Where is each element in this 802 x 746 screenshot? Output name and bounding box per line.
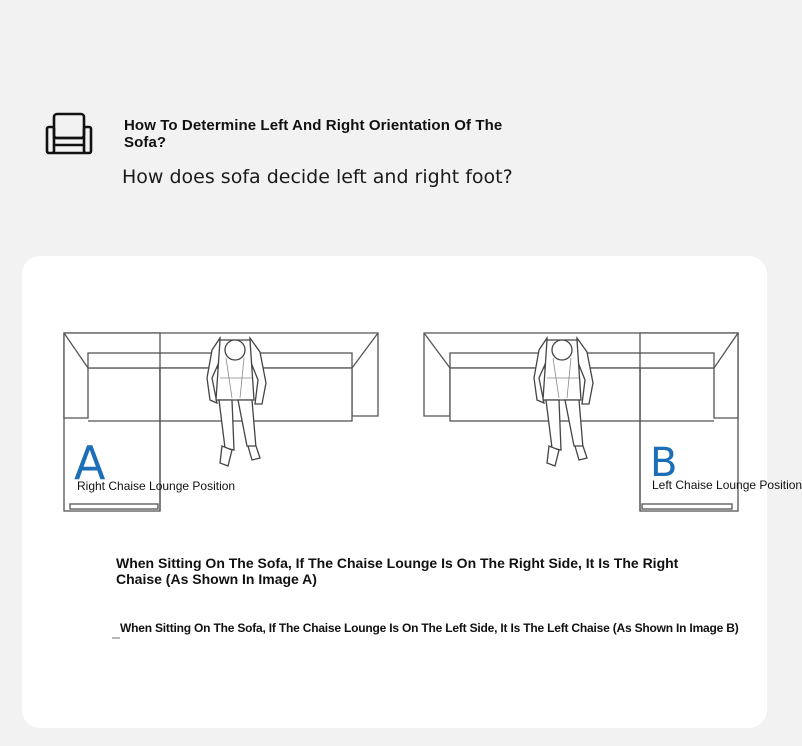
page-subtitle: How does sofa decide left and right foot? bbox=[122, 166, 513, 188]
left-chaise-description: When Sitting On The Sofa, If The Chaise Lounge Is On The Left Side, It Is The Left Chaise (As Shown In Image B) bbox=[120, 621, 739, 635]
armchair-icon bbox=[44, 110, 94, 160]
orientation-card bbox=[22, 256, 802, 728]
right-chaise-description: When Sitting On The Sofa, If The Chaise Lounge Is On The Right Side, It Is The Right Chaise (As Shown In Image A) bbox=[116, 555, 679, 587]
image-a-letter: A bbox=[74, 436, 106, 490]
right-chaise-label: Right Chaise Lounge Position bbox=[77, 479, 236, 493]
image-b-letter: B bbox=[650, 440, 678, 486]
left-chaise-label: Left Chaise Lounge Position bbox=[652, 478, 802, 492]
decorative-mark-icon bbox=[112, 636, 120, 640]
page-title: How To Determine Left And Right Orientation Of The Sofa? bbox=[124, 117, 503, 151]
